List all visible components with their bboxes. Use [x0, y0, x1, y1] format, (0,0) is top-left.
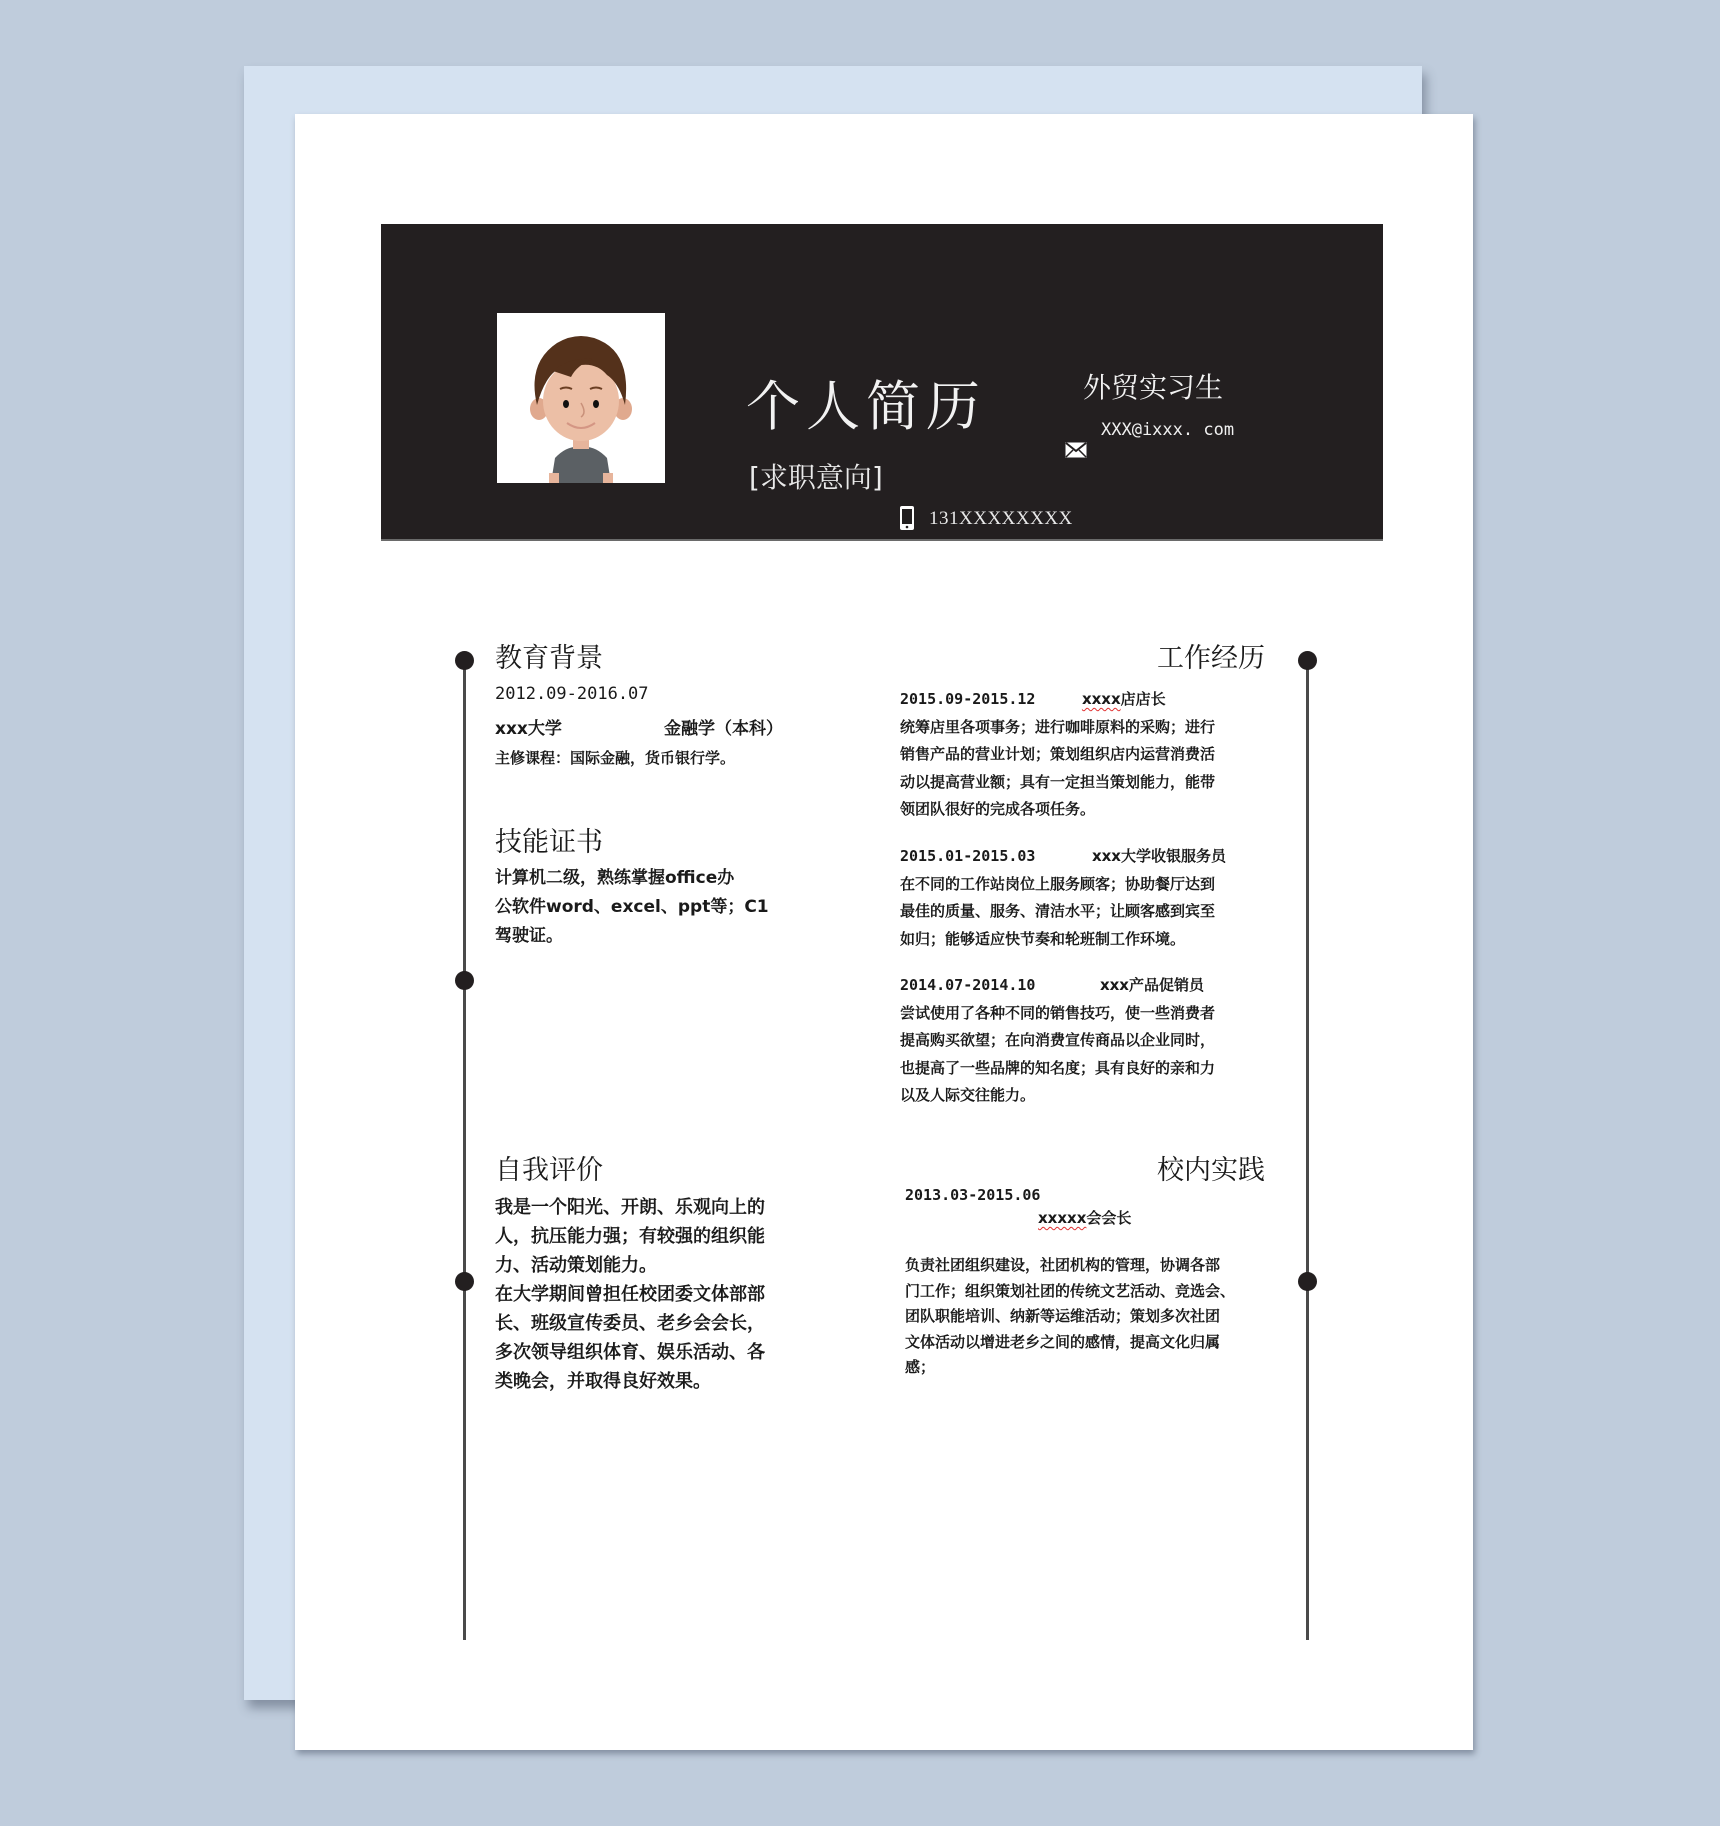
work-item-header — [900, 843, 1226, 871]
campus-role — [1038, 1205, 1131, 1233]
education-courses: 主修课程：国际金融，货币银行学。 — [495, 749, 736, 767]
work-desc-line: 在不同的工作站岗位上服务顾客；协助餐厅达到 — [900, 874, 1216, 893]
work-desc-line: 尝试使用了各种不同的销售技巧，使一些消费者 — [900, 1003, 1216, 1022]
work-item-header — [900, 686, 1215, 714]
campus-period — [905, 1182, 1040, 1210]
work-period: 2014.07-2014.10 — [900, 976, 1036, 994]
work-desc-line: 动以提高营业额；具有一定担当策划能力，能带 — [900, 772, 1216, 791]
timeline-dot — [455, 651, 474, 670]
campus-desc-line: 团队职能培训、纳新等运维活动；策划多次社团 — [905, 1307, 1221, 1325]
work-item — [900, 686, 1215, 824]
work-desc-line: 统筹店里各项事务；进行咖啡原料的采购；进行 — [900, 717, 1216, 736]
campus-role-prefix: xxxxx — [1038, 1209, 1087, 1227]
work-role-prefix: xxxx — [1081, 690, 1121, 708]
job-title: 外贸实习生 — [1083, 371, 1224, 404]
timeline-dot — [455, 971, 474, 990]
self-evaluation-line: 我是一个阳光、开朗、乐观向上的 — [495, 1197, 765, 1218]
campus-period-text: 2013.03-2015.06 — [905, 1186, 1041, 1204]
self-evaluation-line: 人，抗压能力强；有较强的组织能 — [495, 1226, 765, 1247]
avatar — [497, 313, 665, 483]
work-period: 2015.09-2015.12 — [900, 690, 1036, 708]
work-role: xxx产品促销员 — [1099, 976, 1204, 994]
work-item — [900, 843, 1226, 953]
education-school: xxx大学 — [495, 719, 562, 739]
work-experience-title: 工作经历 — [1157, 643, 1265, 674]
work-desc-line: 也提高了一些品牌的知名度；具有良好的亲和力 — [900, 1058, 1216, 1077]
work-item-header — [900, 972, 1215, 1000]
work-desc-line: 领团队很好的完成各项任务。 — [900, 800, 1096, 818]
resume-title: 个人简历 — [746, 375, 986, 438]
work-item — [900, 972, 1215, 1110]
job-intent-label: [求职意向] — [749, 461, 883, 494]
work-period: 2015.01-2015.03 — [900, 847, 1036, 865]
campus-role-text: 会会长 — [1086, 1209, 1132, 1227]
campus-practice-title: 校内实践 — [1157, 1155, 1265, 1186]
resume-header — [381, 224, 1383, 541]
work-desc-line: 最佳的质量、服务、清洁水平；让顾客感到宾至 — [900, 902, 1216, 920]
mobile-phone-icon — [899, 505, 915, 531]
campus-description — [905, 1253, 1235, 1381]
education-period — [495, 680, 649, 709]
email-address: XXX@ixxx. com — [1101, 420, 1235, 440]
work-desc-line: 以及人际交往能力。 — [900, 1086, 1036, 1104]
self-evaluation-line: 类晚会，并取得良好效果。 — [495, 1371, 711, 1392]
self-evaluation-text — [495, 1193, 765, 1396]
right-timeline — [1306, 660, 1309, 1640]
campus-desc-line: 感； — [905, 1358, 936, 1376]
campus-desc-line: 门工作；组织策划社团的传统文艺活动、竞选会、 — [905, 1281, 1236, 1300]
skills-line: 计算机二级，熟练掌握office办 — [495, 868, 735, 888]
self-evaluation-title: 自我评价 — [495, 1155, 603, 1186]
self-evaluation-line: 多次领导组织体育、娱乐活动、各 — [495, 1342, 765, 1363]
work-desc-line: 销售产品的营业计划；策划组织店内运营消费活 — [900, 745, 1216, 763]
self-evaluation-line: 在大学期间曾担任校团委文体部部 — [495, 1284, 765, 1305]
campus-desc-line: 负责社团组织建设，社团机构的管理，协调各部 — [905, 1256, 1221, 1274]
timeline-dot — [1298, 651, 1317, 670]
skills-line: 公软件word、excel、ppt等；C1 — [495, 897, 769, 917]
work-role: 店店长 — [1120, 690, 1166, 708]
self-evaluation-line: 力、活动策划能力。 — [495, 1255, 657, 1276]
envelope-icon — [1065, 442, 1087, 458]
timeline-dot — [1298, 1272, 1317, 1291]
phone-number: 131XXXXXXXX — [929, 508, 1073, 529]
education-period-text: 2012.09-2016.07 — [495, 684, 649, 704]
timeline-dot — [455, 1272, 474, 1291]
work-desc-line: 提高购买欲望；在向消费宣传商品以企业同时， — [900, 1031, 1216, 1049]
education-major: 金融学（本科） — [664, 719, 783, 739]
education-title: 教育背景 — [495, 643, 603, 674]
left-timeline — [463, 660, 466, 1640]
avatar-illustration-icon — [497, 313, 665, 483]
self-evaluation-line: 长、班级宣传委员、老乡会会长， — [495, 1313, 765, 1334]
skills-title: 技能证书 — [495, 827, 603, 858]
skills-text — [495, 864, 769, 951]
campus-desc-line: 文体活动以增进老乡之间的感情，提高文化归属 — [905, 1332, 1221, 1351]
work-desc-line: 如归；能够适应快节奏和轮班制工作环境。 — [900, 929, 1186, 948]
skills-line: 驾驶证。 — [495, 926, 563, 946]
work-role: xxx大学收银服务员 — [1091, 847, 1226, 865]
